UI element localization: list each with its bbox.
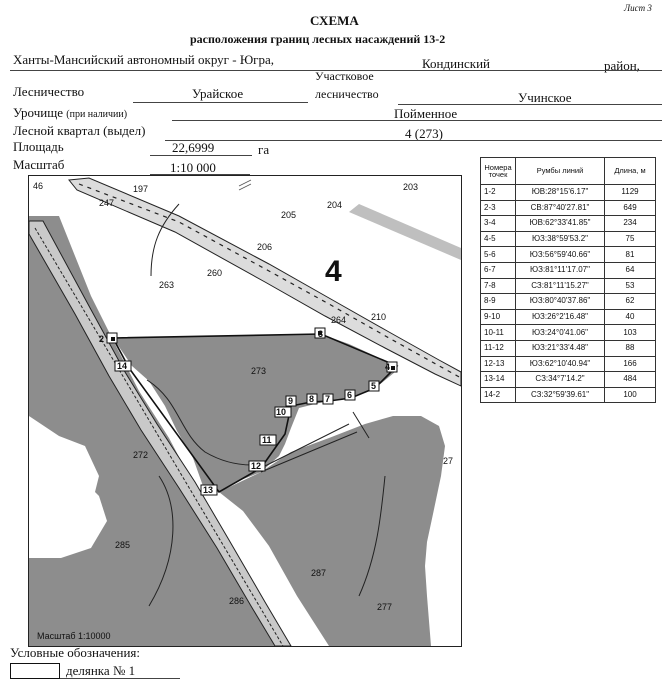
row-bearing: ЮЗ:80°40'37.86" (516, 294, 605, 310)
parcel-label: 264 (331, 315, 347, 325)
row-bearing: СЗ:32°59'39.61" (516, 387, 605, 403)
svg-text:3: 3 (318, 329, 324, 339)
row-points: 6-7 (481, 262, 516, 278)
boundary-point (201, 485, 217, 495)
table-row (481, 340, 656, 356)
legend-underline (60, 678, 180, 679)
map-drawing (29, 176, 461, 646)
table-row (481, 247, 656, 263)
parcel-label: 260 (207, 268, 223, 278)
table-row (481, 356, 656, 372)
parcel-label: 286 (229, 596, 245, 606)
header-points: Номера точек (481, 158, 516, 185)
row-bearing: ЮЗ:62°10'40.94" (516, 356, 605, 372)
parcel-label: 272 (133, 450, 149, 460)
table-row (481, 200, 656, 216)
table-row (481, 387, 656, 403)
tract-value: Пойменное (394, 106, 458, 121)
area-label: Площадь (13, 139, 64, 154)
row-length: 166 (605, 356, 656, 372)
district-name: Кондинский (422, 56, 491, 71)
row-points: 1-2 (481, 185, 516, 201)
table-row (481, 294, 656, 310)
row-bearing: СВ:87°40'27.81" (516, 200, 605, 216)
area-underline (150, 155, 252, 156)
row-length: 64 (605, 262, 656, 278)
row-bearing: ЮЗ:21°33'4.48" (516, 340, 605, 356)
row-length: 100 (605, 387, 656, 403)
row-points: 4-5 (481, 231, 516, 247)
svg-text:9: 9 (288, 396, 294, 406)
quarter-label: Лесной квартал (выдел) (13, 123, 146, 138)
parcel-label: 285 (115, 540, 131, 550)
document-title: СХЕМА (310, 13, 359, 28)
parcel-label: 206 (257, 242, 273, 252)
row-length: 75 (605, 231, 656, 247)
legend-swatch (10, 663, 60, 679)
parcel-label: 27 (443, 456, 454, 466)
quarter-number: 4 (325, 255, 342, 288)
sheet-label: Лист 3 (624, 3, 652, 13)
row-bearing: ЮЗ:24°0'41.06" (516, 325, 605, 341)
channel (349, 204, 461, 260)
header-bearing: Румбы линий (516, 158, 605, 185)
forestry-underline (133, 102, 308, 103)
parcel-label: 204 (327, 200, 343, 210)
row-points: 2-3 (481, 200, 516, 216)
row-length: 53 (605, 278, 656, 294)
row-points: 3-4 (481, 216, 516, 232)
boundary-point (115, 361, 131, 371)
table-row (481, 309, 656, 325)
row-bearing: ЮЗ:81°11'17.07" (516, 262, 605, 278)
svg-text:4: 4 (385, 362, 391, 372)
row-bearing: ЮВ:28°15'6.17" (516, 185, 605, 201)
parcel-label: 203 (403, 182, 419, 192)
tract-note: (при наличии) (66, 109, 128, 120)
table-row (481, 216, 656, 232)
svg-text:7: 7 (325, 394, 331, 404)
row-length: 649 (605, 200, 656, 216)
parcel-label: 247 (99, 198, 115, 208)
legend-title: Условные обозначения: (10, 645, 141, 660)
svg-text:6: 6 (347, 390, 353, 400)
row-points: 12-13 (481, 356, 516, 372)
row-points: 13-14 (481, 372, 516, 388)
tract-label (13, 105, 127, 121)
boundary-point (345, 390, 355, 400)
row-points: 8-9 (481, 294, 516, 310)
subforestry-value: Учинское (518, 90, 572, 105)
table-row (481, 185, 656, 201)
row-bearing: СЗ:34°7'14.2" (516, 372, 605, 388)
row-length: 88 (605, 340, 656, 356)
row-length: 81 (605, 247, 656, 263)
svg-text:13: 13 (203, 485, 214, 495)
row-points: 10-11 (481, 325, 516, 341)
table-row (481, 325, 656, 341)
row-points: 5-6 (481, 247, 516, 263)
boundary-point (315, 328, 325, 339)
row-points: 9-10 (481, 309, 516, 325)
boundary-point (260, 435, 276, 445)
row-bearing: СЗ:81°11'15.27" (516, 278, 605, 294)
row-points: 11-12 (481, 340, 516, 356)
forest-map (28, 175, 462, 647)
table-row (481, 372, 656, 388)
boundary-point (286, 396, 296, 406)
row-points: 14-2 (481, 387, 516, 403)
boundary-point (323, 394, 333, 404)
bearings-table (480, 157, 656, 403)
parcel-label: 277 (377, 602, 393, 612)
boundary-point (385, 362, 397, 372)
svg-text:10: 10 (276, 407, 287, 417)
tract-underline (172, 120, 662, 121)
scale-value: 1:10 000 (170, 160, 216, 175)
row-length: 484 (605, 372, 656, 388)
header-length: Длина, м (605, 158, 656, 185)
legend-item-label: делянка № 1 (66, 663, 136, 678)
row-length: 40 (605, 309, 656, 325)
scale-label: Масштаб (13, 157, 65, 172)
row-length: 62 (605, 294, 656, 310)
boundary-point (369, 381, 379, 391)
table-row (481, 231, 656, 247)
area-unit: га (258, 142, 270, 157)
parcel-label: 205 (281, 210, 297, 220)
parcel-label: 197 (133, 184, 149, 194)
row-bearing: ЮЗ:26°2'16.48" (516, 309, 605, 325)
district-suffix: район, (604, 58, 640, 73)
svg-text:11: 11 (262, 435, 272, 445)
svg-text:5: 5 (371, 381, 377, 391)
row-bearing: ЮВ:62°33'41.85" (516, 216, 605, 232)
document-subtitle: расположения границ лесных насаждений 13-2 (190, 32, 446, 46)
table-row (481, 278, 656, 294)
boundary-point (99, 333, 117, 344)
table-header-row (481, 158, 656, 185)
tract-label-text: Урочище (13, 105, 64, 120)
svg-text:12: 12 (251, 461, 262, 471)
parcel-label: 273 (251, 366, 267, 376)
row-length: 103 (605, 325, 656, 341)
boundary-point (275, 407, 291, 417)
subforestry-label-line2: лесничество (315, 87, 379, 101)
row-bearing: ЮЗ:56°59'40.66" (516, 247, 605, 263)
boundary-point (249, 461, 265, 471)
quarter-underline (165, 140, 662, 141)
map-scale-caption: Масштаб 1:10000 (37, 631, 111, 641)
area-value: 22,6999 (172, 140, 215, 155)
forestry-label: Лесничество (13, 84, 85, 99)
row-length: 234 (605, 216, 656, 232)
table-row (481, 262, 656, 278)
parcel-label: 263 (159, 280, 175, 290)
subforestry-underline (398, 104, 662, 105)
row-points: 7-8 (481, 278, 516, 294)
forestry-value: Урайское (192, 86, 244, 101)
row-length: 1129 (605, 185, 656, 201)
svg-text:14: 14 (117, 361, 128, 371)
svg-text:8: 8 (309, 394, 315, 404)
parcel-label: 46 (33, 181, 44, 191)
subforestry-label-line1: Участковое (315, 69, 374, 83)
region-text: Ханты-Мансийский автономный округ - Югра, (13, 52, 275, 67)
quarter-value: 4 (273) (405, 126, 443, 141)
row-bearing: ЮЗ:38°59'53.2" (516, 231, 605, 247)
svg-text:2: 2 (99, 334, 105, 344)
boundary-point (307, 394, 317, 404)
parcel-label: 210 (371, 312, 387, 322)
parcel-label: 287 (311, 568, 327, 578)
